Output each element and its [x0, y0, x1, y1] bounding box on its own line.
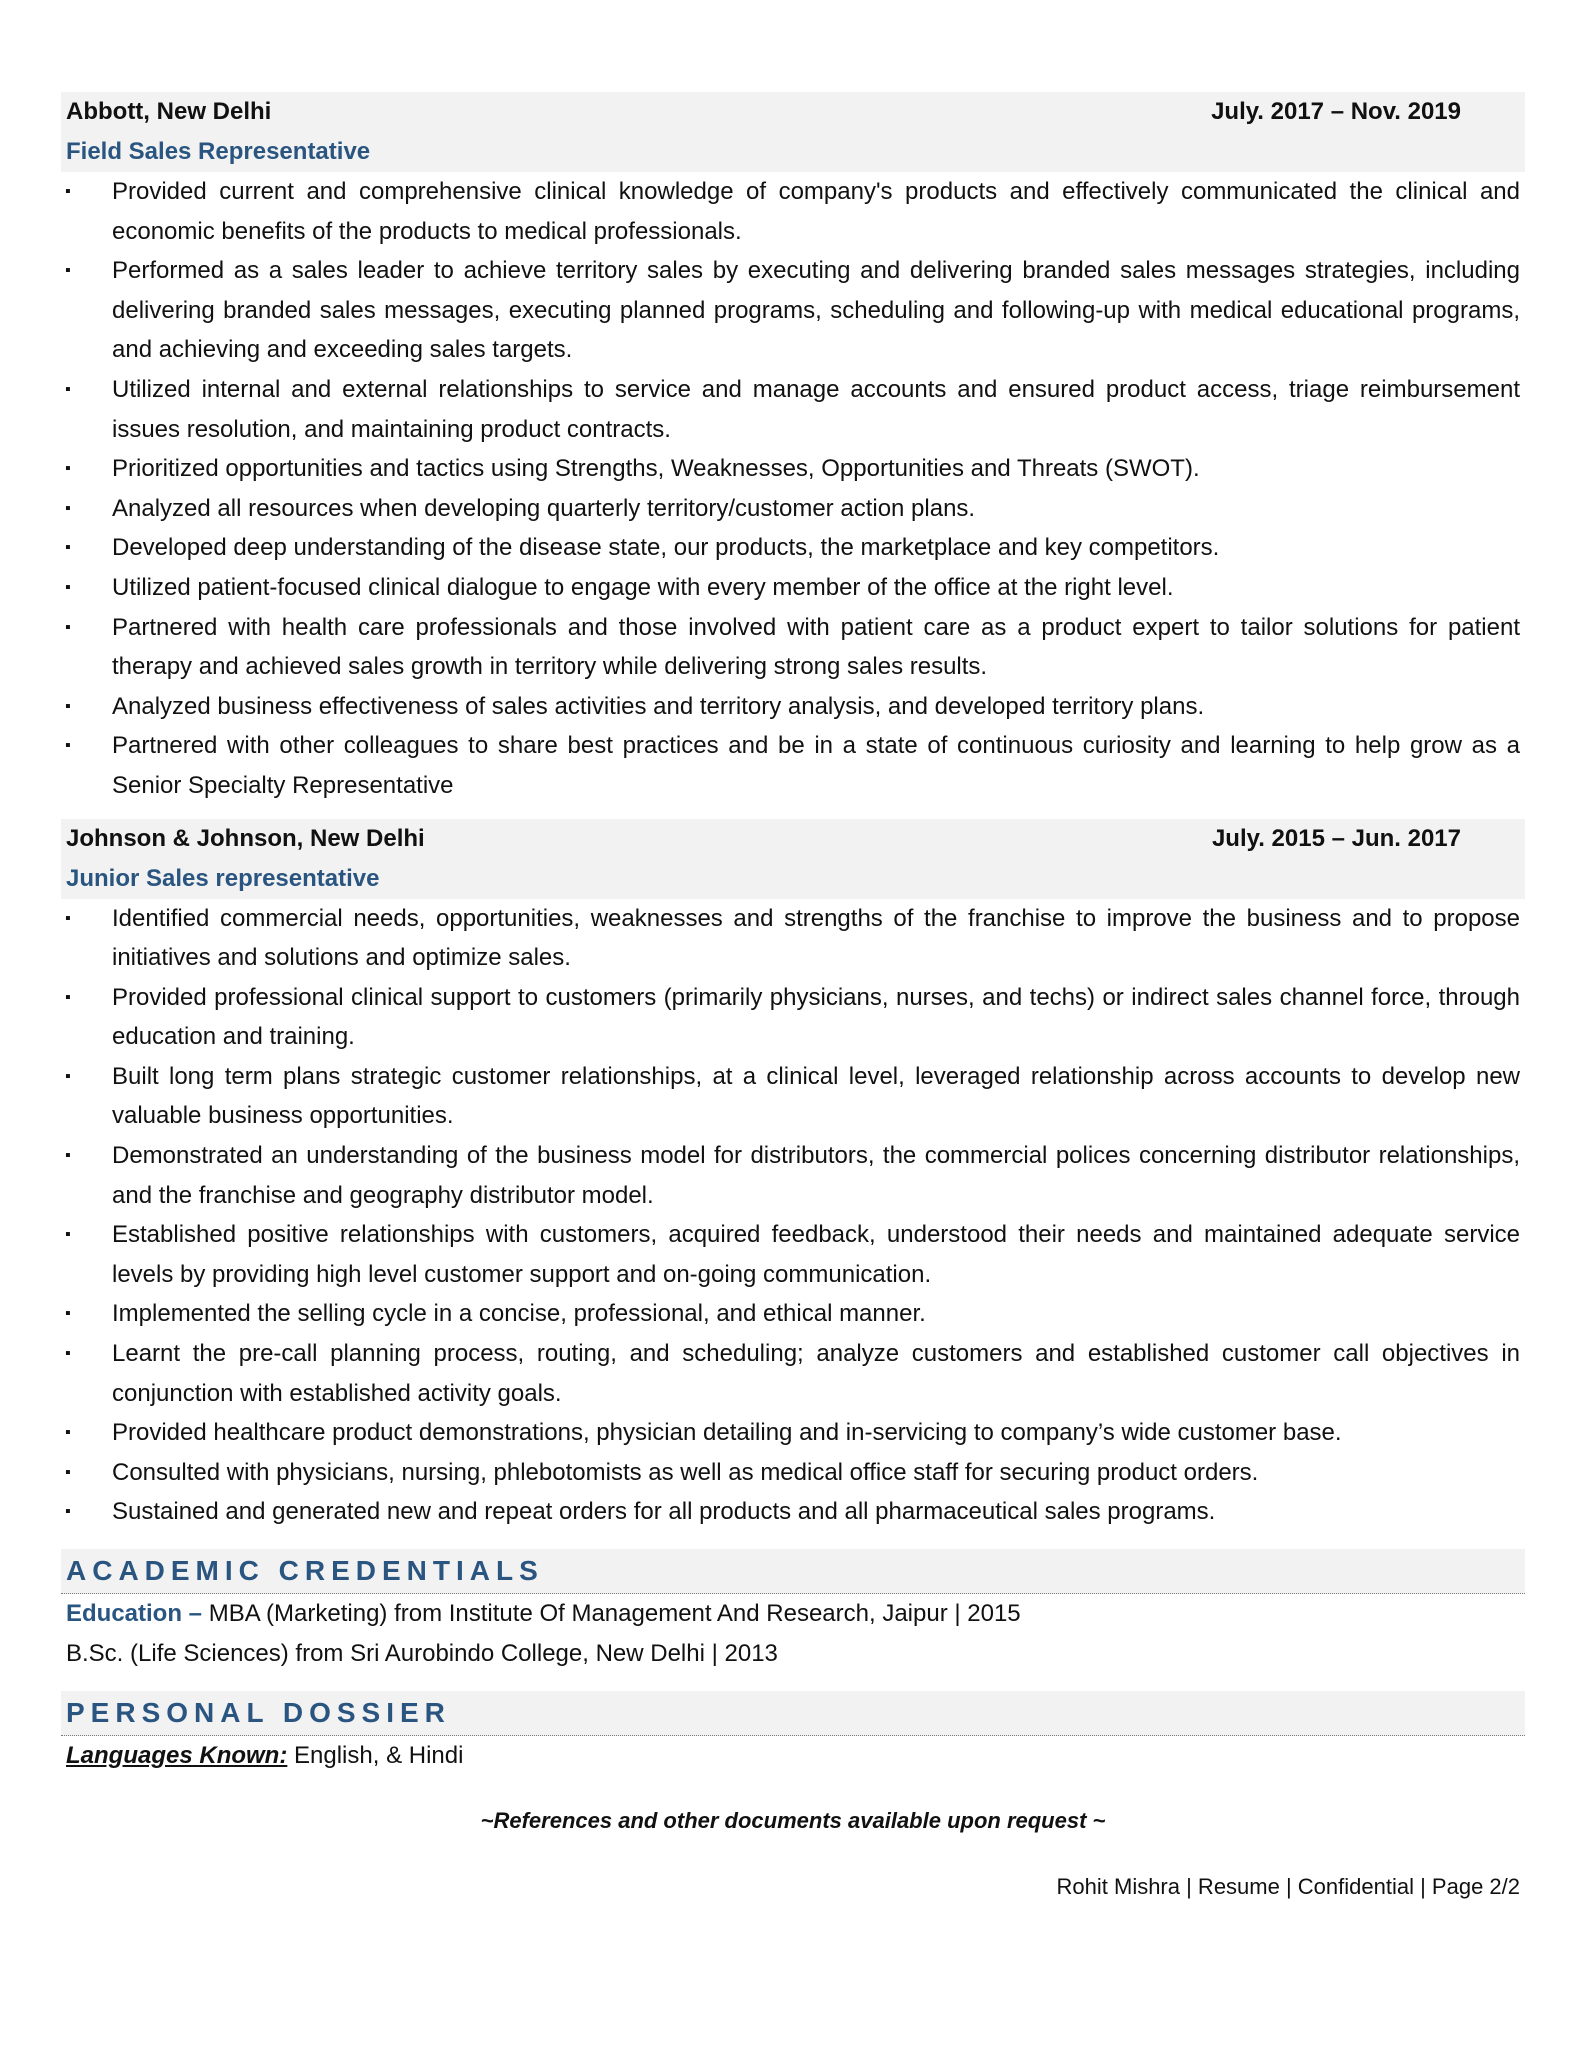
- experience-entry-abbott: [61, 92, 1525, 806]
- bullet-icon: ▪: [65, 380, 71, 398]
- job-header: [61, 819, 1525, 899]
- job-line: [66, 92, 1520, 132]
- list-item: [61, 370, 1525, 449]
- list-item: [61, 172, 1525, 251]
- bullet-text: Demonstrated an understanding of the business model for distributors, the commercial polices concerning distributor relationships, and the franchise and geography distributor model.: [112, 1142, 1520, 1209]
- bullet-icon: ▪: [65, 1463, 71, 1481]
- company-name: Abbott, New Delhi: [66, 98, 272, 125]
- responsibility-list: [61, 172, 1525, 806]
- list-item: [61, 1334, 1525, 1413]
- list-item: [61, 726, 1525, 805]
- bullet-icon: ▪: [65, 183, 71, 200]
- bullet-text: Performed as a sales leader to achieve territory sales by executing and delivering branded sales messages strategies, including delivering branded sales messages, executing planned programs, scheduling and following-up with medical educational programs, and achieving and exceeding sales targets.: [112, 257, 1520, 364]
- bullet-icon: ▪: [65, 460, 71, 478]
- bullet-text: Learnt the pre-call planning process, routing, and scheduling; analyze customers and established customer call objectives in conjunction with established activity goals.: [112, 1340, 1520, 1407]
- job-dates: July. 2017 – Nov. 2019: [1211, 98, 1461, 125]
- bullet-text: Identified commercial needs, opportunities, weaknesses and strengths of the franchise to improve the business and to propose initiatives and solutions and optimize sales.: [112, 904, 1520, 972]
- list-item: [61, 608, 1525, 687]
- bullet-icon: ▪: [65, 1424, 71, 1442]
- list-item: [61, 1413, 1525, 1453]
- section-title-academic: ACADEMIC CREDENTIALS: [61, 1549, 1525, 1594]
- bullet-icon: ▪: [65, 618, 71, 636]
- bullet-text: Utilized patient-focused clinical dialogue to engage with every member of the office at the right level.: [112, 573, 1174, 601]
- list-item: [61, 568, 1525, 608]
- job-header: [61, 92, 1525, 172]
- languages-label: Languages Known:: [66, 1742, 288, 1769]
- bullet-icon: ▪: [65, 909, 71, 927]
- education-line-2: B.Sc. (Life Sciences) from Sri Aurobindo College, New Delhi | 2013: [66, 1640, 778, 1667]
- bullet-text: Analyzed all resources when developing quarterly territory/customer action plans.: [112, 494, 976, 522]
- list-item: [61, 528, 1525, 568]
- bullet-icon: ▪: [65, 737, 71, 755]
- list-item: [61, 1492, 1525, 1532]
- job-dates: July. 2015 – Jun. 2017: [1211, 824, 1461, 852]
- list-item: [61, 1453, 1525, 1493]
- bullet-text: Partnered with other colleagues to share best practices and be in a state of continuous curiosity and learning to help grow as a Senior Specialty Representative: [112, 732, 1520, 799]
- list-item: [61, 1215, 1525, 1294]
- bullet-icon: ▪: [65, 1305, 71, 1323]
- bullet-icon: ▪: [65, 578, 71, 596]
- bullet-text: Utilized internal and external relationships to service and manage accounts and ensured product access, triage reimbursement issues resolution, and maintaining product contracts.: [112, 375, 1520, 443]
- bullet-icon: ▪: [65, 262, 71, 280]
- bullet-text: Implemented the selling cycle in a concise, professional, and ethical manner.: [112, 1300, 926, 1328]
- list-item: [61, 1136, 1525, 1215]
- bullet-text: Provided healthcare product demonstrations, physician detailing and in-servicing to company’s wide customer base.: [112, 1419, 1342, 1447]
- education-text: MBA (Marketing) from Institute Of Management And Research, Jaipur | 2015: [202, 1600, 1021, 1627]
- bullet-text: Partnered with health care professionals and those involved with patient care as a product expert to tailor solutions for patient therapy and achieved sales growth in territory while delivering strong sales results.: [112, 613, 1520, 681]
- languages-text: English, & Hindi: [287, 1742, 464, 1769]
- list-item: [61, 899, 1525, 978]
- bullet-icon: ▪: [65, 1226, 71, 1244]
- bullet-icon: ▪: [65, 1147, 71, 1165]
- references-note: ~References and other documents available upon request ~: [480, 1808, 1106, 1833]
- bullet-icon: ▪: [65, 1067, 71, 1085]
- bullet-icon: ▪: [65, 499, 71, 517]
- bullet-text: Provided current and comprehensive clinical knowledge of company's products and effectively communicated the clinical and economic benefits of the products to medical professionals.: [112, 178, 1520, 245]
- bullet-icon: ▪: [65, 539, 71, 557]
- bullet-icon: ▪: [65, 1345, 71, 1363]
- bullet-text: Built long term plans strategic customer relationships, at a clinical level, leveraged relationship across accounts to develop new valuable business opportunities.: [112, 1062, 1520, 1130]
- job-line: [66, 819, 1520, 859]
- bullet-text: Prioritized opportunities and tactics using Strengths, Weaknesses, Opportunities and Threats (SWOT).: [112, 455, 1200, 483]
- education-label: Education –: [66, 1600, 203, 1627]
- bullet-icon: ▪: [65, 697, 71, 715]
- bullet-text: Developed deep understanding of the disease state, our products, the marketplace and key competitors.: [112, 534, 1220, 562]
- languages-line: [61, 1736, 1525, 1776]
- bullet-icon: ▪: [65, 988, 71, 1006]
- experience-entry-johnson: [61, 819, 1525, 1533]
- company-name: Johnson & Johnson, New Delhi: [66, 824, 425, 852]
- list-item: [61, 251, 1525, 370]
- list-item: [61, 449, 1525, 489]
- job-title: Field Sales Representative: [66, 138, 371, 165]
- page-footer: Rohit Mishra | Resume | Confidential | Page 2/2: [1056, 1874, 1520, 1899]
- list-item: [61, 1057, 1525, 1136]
- bullet-text: Established positive relationships with customers, acquired feedback, understood their needs and maintained adequate service levels by providing high level customer support and on-going communication.: [112, 1221, 1520, 1288]
- bullet-text: Analyzed business effectiveness of sales activities and territory analysis, and developed territory plans.: [112, 692, 1205, 720]
- job-title: Junior Sales representative: [66, 864, 380, 892]
- bullet-text: Consulted with physicians, nursing, phlebotomists as well as medical office staff for securing product orders.: [112, 1458, 1259, 1486]
- list-item: [61, 978, 1525, 1057]
- bullet-text: Provided professional clinical support to customers (primarily physicians, nurses, and techs) or indirect sales channel force, through education and training.: [112, 983, 1520, 1051]
- education-line: [61, 1594, 1525, 1634]
- resume-page: [61, 92, 1525, 1900]
- list-item: [61, 489, 1525, 529]
- section-title-personal: PERSONAL DOSSIER: [61, 1691, 1525, 1736]
- list-item: [61, 687, 1525, 727]
- bullet-text: Sustained and generated new and repeat orders for all products and all pharmaceutical sales programs.: [112, 1498, 1216, 1526]
- list-item: [61, 1294, 1525, 1334]
- bullet-icon: ▪: [65, 1503, 71, 1521]
- responsibility-list: [61, 899, 1525, 1533]
